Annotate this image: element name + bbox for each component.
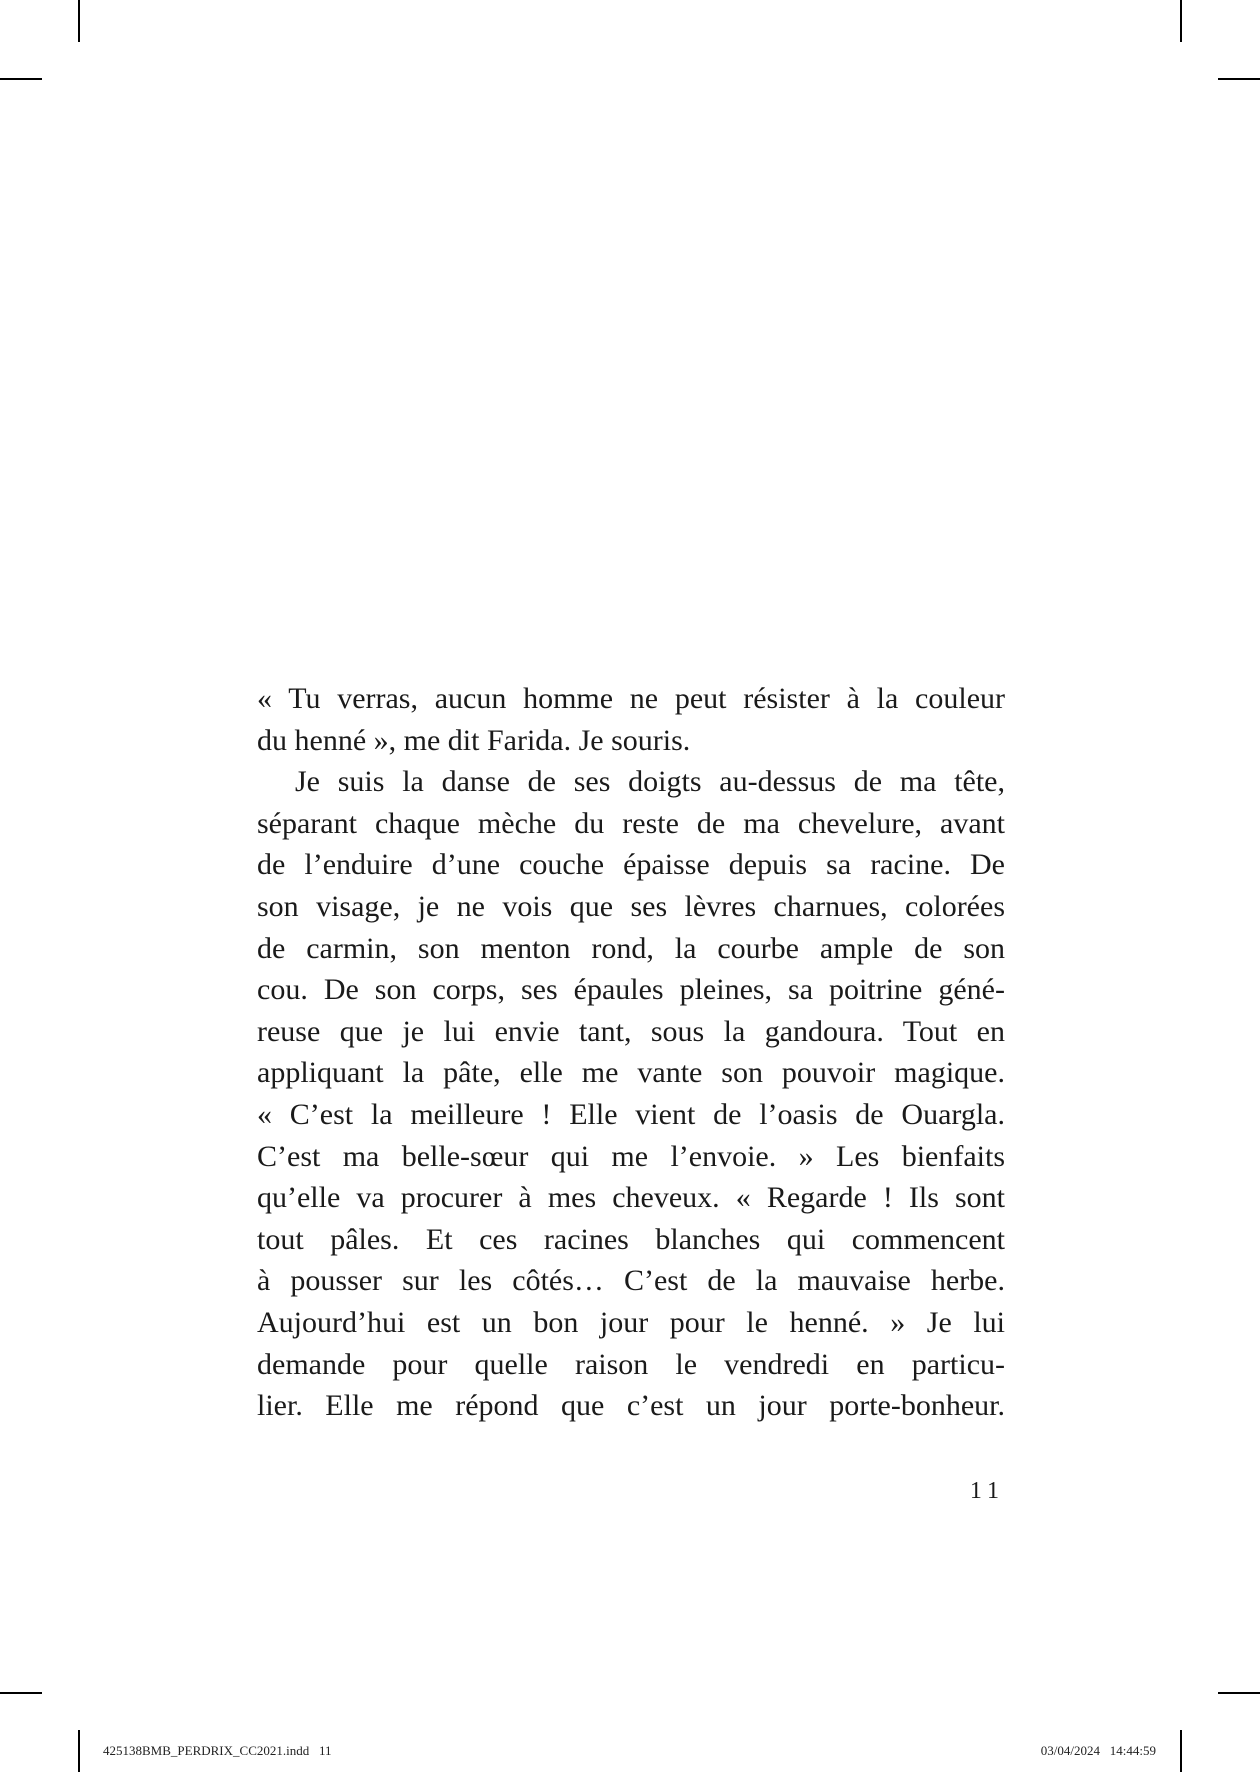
crop-mark-right-top: [1218, 78, 1260, 80]
text-line: à pousser sur les côtés… C’est de la mauvaise herbe.: [257, 1264, 1005, 1298]
text-line: reuse que je lui envie tant, sous la gandoura. Tout en: [257, 1014, 1005, 1048]
text-line: de l’enduire d’une couche épaisse depuis sa racine. De: [257, 848, 1005, 882]
text-line: appliquant la pâte, elle me vante son pouvoir magique.: [257, 1056, 1005, 1090]
crop-mark-top-right: [1180, 0, 1182, 42]
body-text: [257, 678, 1005, 1427]
crop-mark-left-top: [0, 78, 42, 80]
page-number: 11: [969, 1478, 1005, 1504]
crop-mark-bottom-right: [1180, 1730, 1182, 1772]
text-line: lier. Elle me répond que c’est un jour porte-bonheur.: [257, 1389, 1005, 1423]
crop-mark-right-bottom: [1218, 1692, 1260, 1694]
paragraph-1: [257, 678, 1005, 761]
slug-timestamp: 03/04/2024 14:44:59: [1040, 1743, 1156, 1758]
text-line: Aujourd’hui est un bon jour pour le henné. » Je lui: [257, 1305, 1005, 1339]
paragraph-2: [257, 761, 1005, 1427]
text-line: de carmin, son menton rond, la courbe ample de son: [257, 931, 1005, 965]
slug-filename: 425138BMB_PERDRIX_CC2021.indd 11: [103, 1743, 332, 1758]
text-line: tout pâles. Et ces racines blanches qui commencent: [257, 1222, 1005, 1256]
text-line: cou. De son corps, ses épaules pleines, sa poitrine géné-: [257, 973, 1005, 1007]
text-line: C’est ma belle-sœur qui me l’envoie. » Les bienfaits: [257, 1139, 1005, 1173]
crop-mark-left-bottom: [0, 1692, 42, 1694]
crop-mark-bottom-left: [78, 1730, 80, 1772]
text-line: Je suis la danse de ses doigts au-dessus de ma tête,: [295, 765, 1005, 799]
text-line: demande pour quelle raison le vendredi en particu-: [257, 1347, 1005, 1381]
text-line: « C’est la meilleure ! Elle vient de l’oasis de Ouargla.: [257, 1097, 1005, 1131]
text-line: « Tu verras, aucun homme ne peut résister à la couleur: [257, 682, 1005, 715]
crop-mark-top-left: [78, 0, 80, 42]
text-line: son visage, je ne vois que ses lèvres charnues, colorées: [257, 889, 1005, 923]
text-line: du henné », me dit Farida. Je souris.: [257, 723, 691, 757]
text-line: qu’elle va procurer à mes cheveux. « Regarde ! Ils sont: [257, 1181, 1005, 1215]
text-line: séparant chaque mèche du reste de ma chevelure, avant: [257, 806, 1005, 840]
